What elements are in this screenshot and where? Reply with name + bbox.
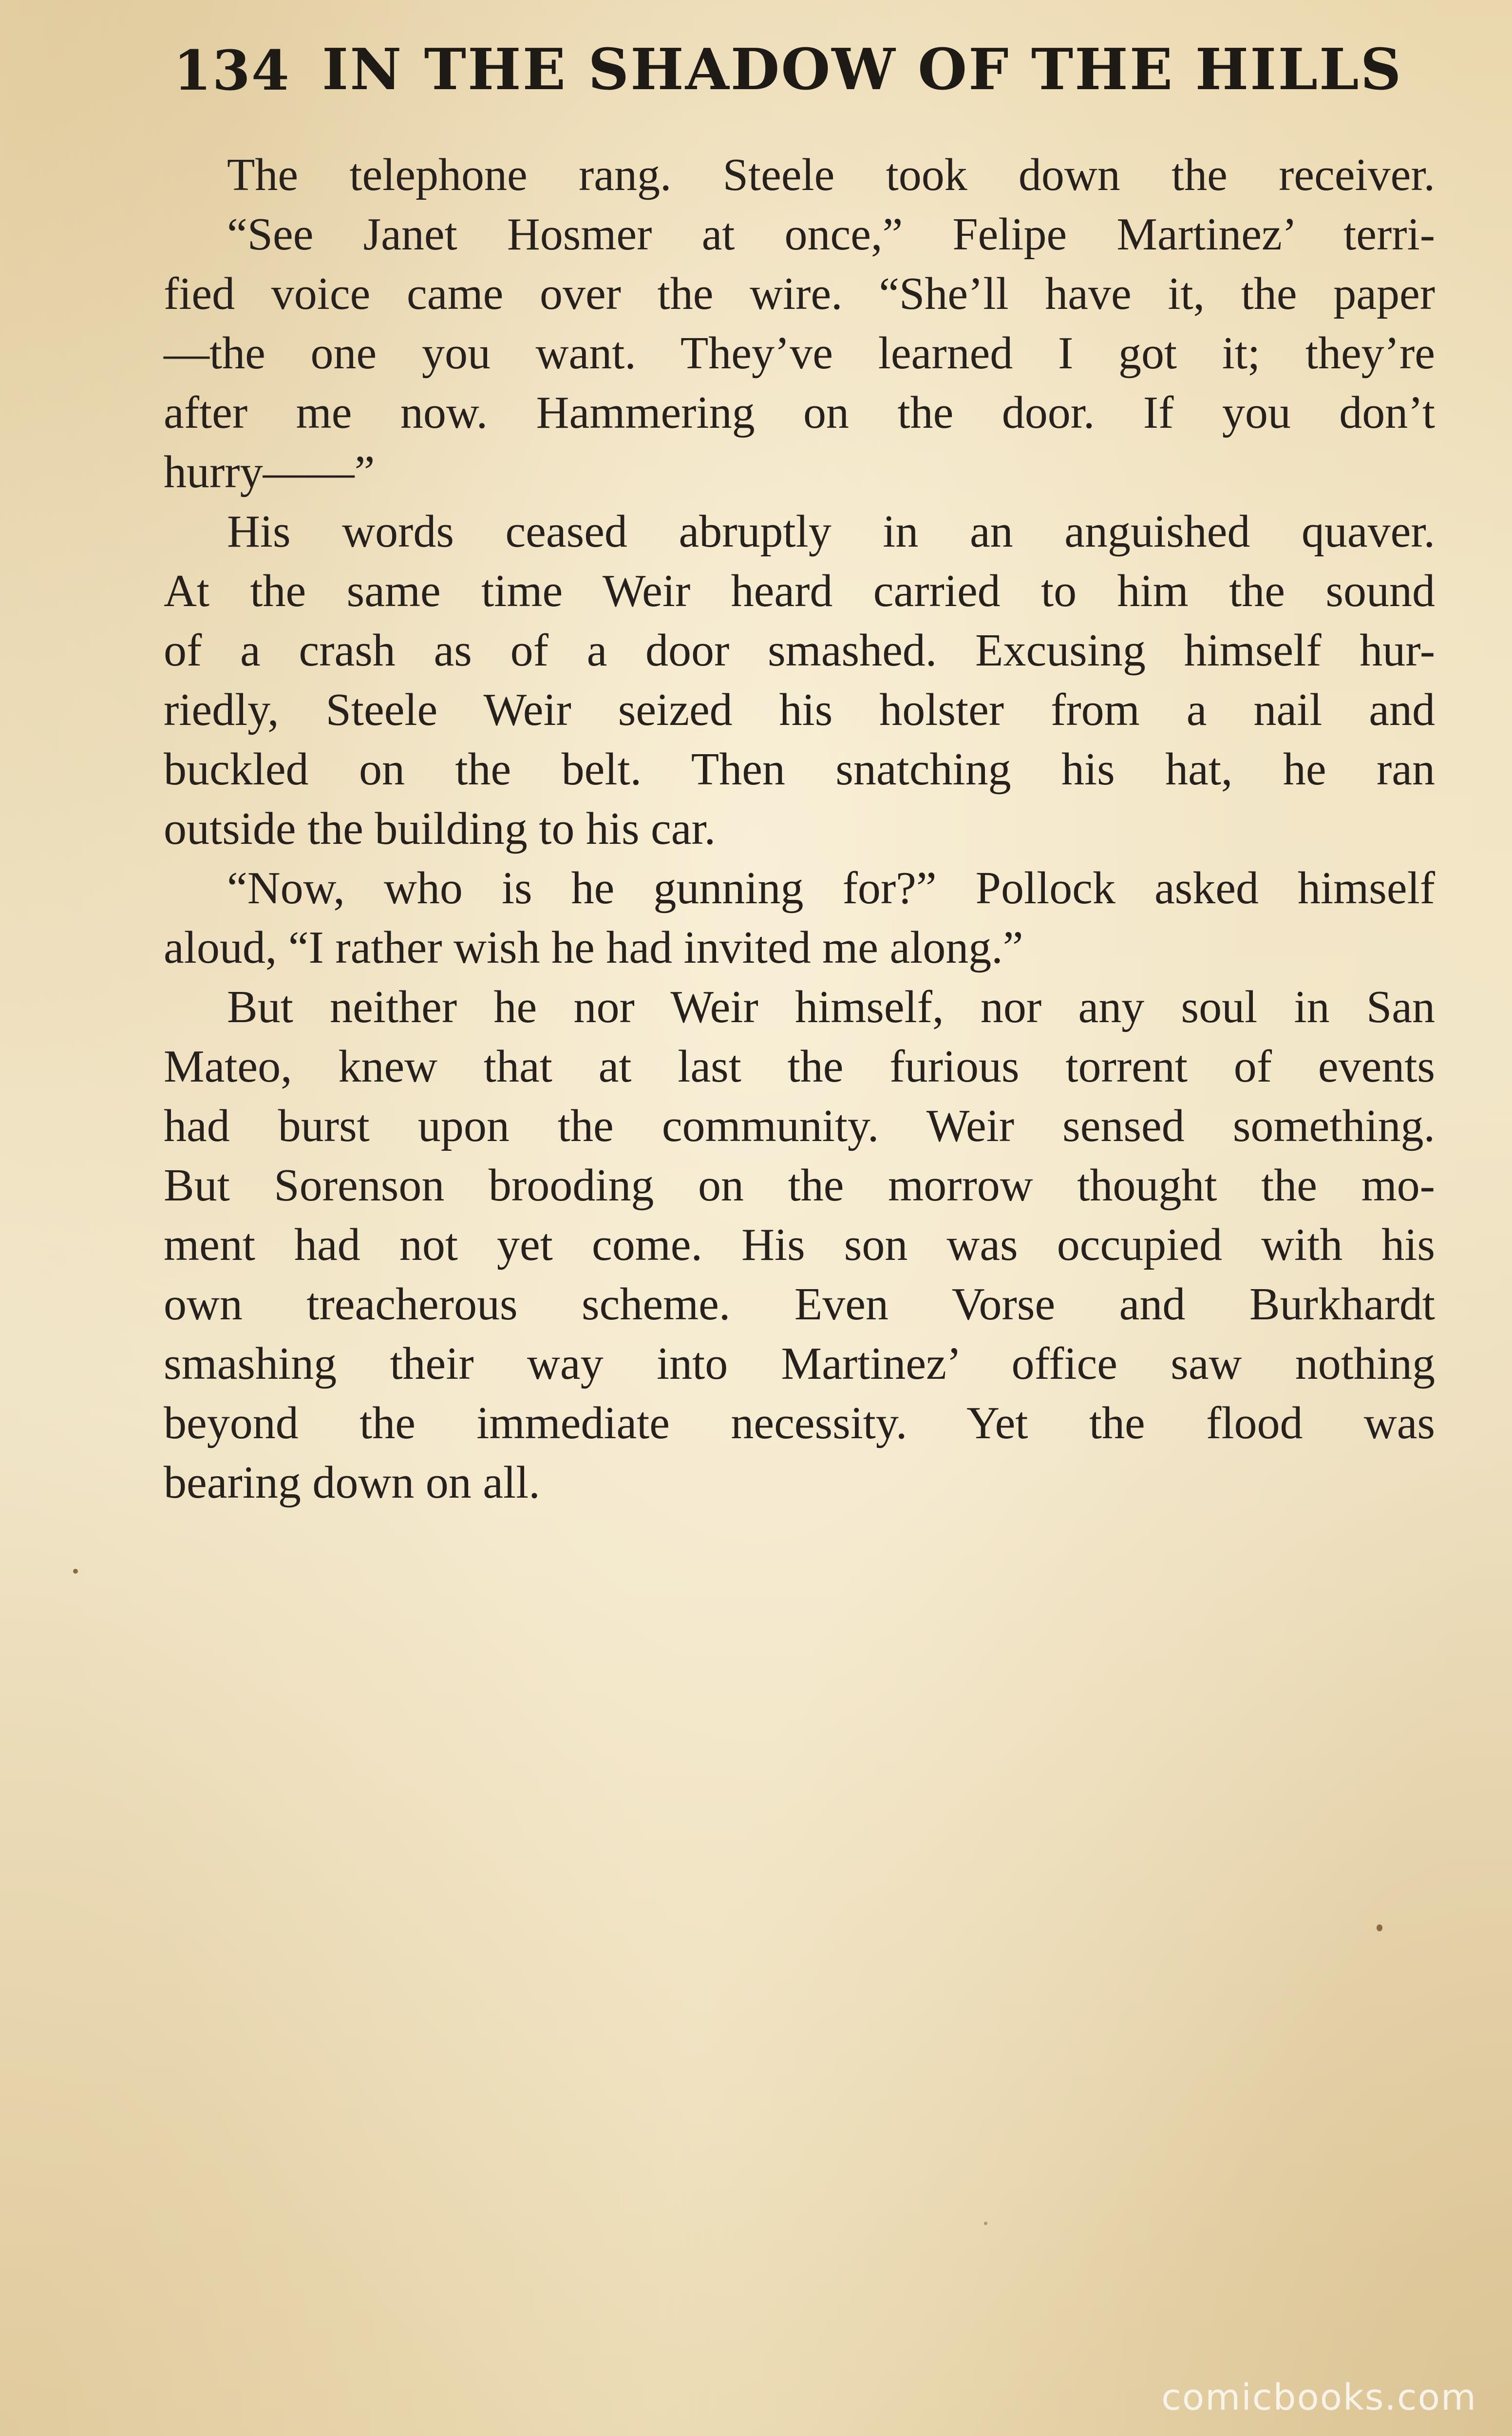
page-header bbox=[173, 35, 1435, 108]
text-line: At the same time Weir heard carried to him the sound bbox=[164, 566, 1435, 616]
text-line: beyond the immediate necessity. Yet the flood was bbox=[164, 1398, 1435, 1448]
running-head: IN THE SHADOW OF THE HILLS bbox=[322, 37, 1403, 103]
page-number: 134 bbox=[173, 39, 290, 103]
text-line: of a crash as of a door smashed. Excusing himself hur- bbox=[164, 625, 1435, 676]
watermark: comicbooks.com bbox=[1161, 2377, 1477, 2418]
text-line: His words ceased abruptly in an anguished quaver. bbox=[227, 506, 1435, 557]
paper-speck bbox=[73, 1569, 78, 1574]
text-line: smashing their way into Martinez’ office saw nothing bbox=[164, 1338, 1435, 1389]
text-line: aloud, “I rather wish he had invited me along.” bbox=[164, 922, 1023, 973]
body-text bbox=[164, 145, 1435, 1512]
text-line: bearing down on all. bbox=[164, 1457, 540, 1508]
text-line: buckled on the belt. Then snatching his hat, he ran bbox=[164, 744, 1435, 795]
text-line: The telephone rang. Steele took down the receiver. bbox=[227, 150, 1435, 200]
text-line: outside the building to his car. bbox=[164, 803, 716, 854]
paper-speck bbox=[984, 2222, 987, 2225]
text-line: riedly, Steele Weir seized his holster from a nail and bbox=[164, 685, 1435, 735]
text-line: “See Janet Hosmer at once,” Felipe Martinez’ terri- bbox=[227, 209, 1435, 260]
text-line: ment had not yet come. His son was occupied with his bbox=[164, 1219, 1435, 1270]
text-line: But neither he nor Weir himself, nor any soul in San bbox=[227, 982, 1435, 1032]
text-line: had burst upon the community. Weir sensed something. bbox=[164, 1101, 1435, 1151]
text-line: But Sorenson brooding on the morrow thought the mo- bbox=[164, 1160, 1435, 1211]
text-line: fied voice came over the wire. “She’ll have it, the paper bbox=[164, 268, 1435, 319]
text-line: hurry——” bbox=[164, 447, 375, 497]
text-line: own treacherous scheme. Even Vorse and Burkhardt bbox=[164, 1279, 1435, 1330]
paper-speck bbox=[1377, 1924, 1382, 1931]
text-line: “Now, who is he gunning for?” Pollock asked himself bbox=[227, 863, 1435, 914]
text-line: —the one you want. They’ve learned I got it; they’re bbox=[164, 328, 1435, 379]
text-line: Mateo, knew that at last the furious torrent of events bbox=[164, 1041, 1435, 1092]
text-line: after me now. Hammering on the door. If you don’t bbox=[164, 387, 1435, 438]
